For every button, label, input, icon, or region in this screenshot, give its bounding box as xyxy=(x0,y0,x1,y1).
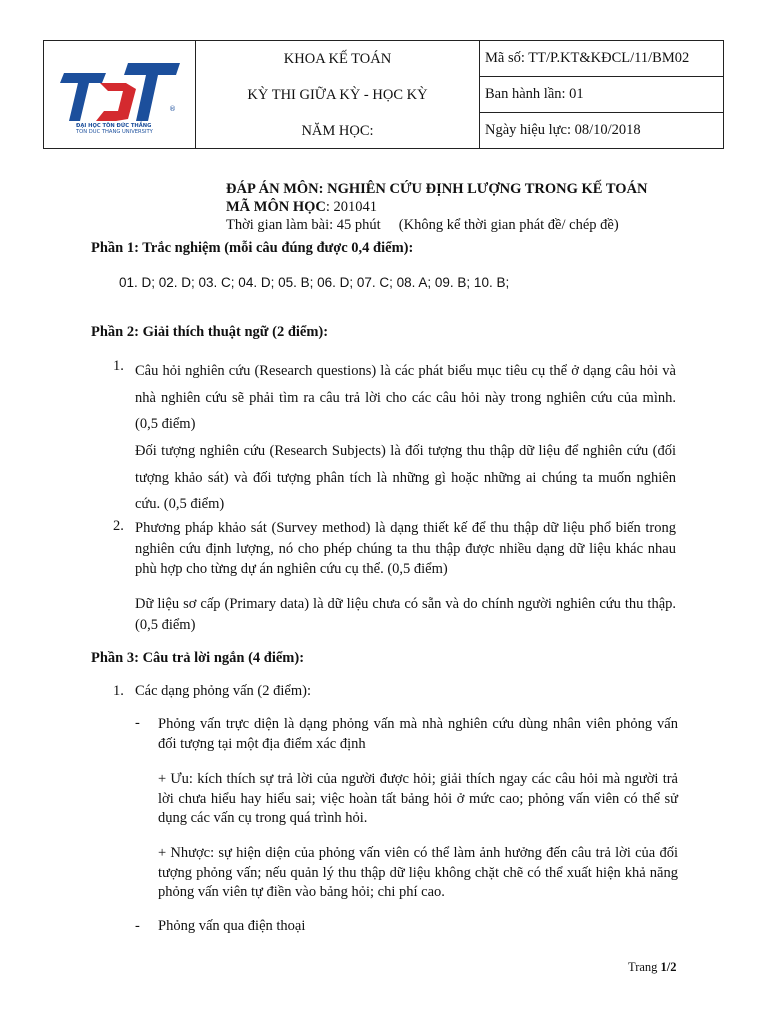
svg-text:®: ® xyxy=(169,105,176,113)
effective-date: Ngày hiệu lực: 08/10/2018 xyxy=(480,113,724,149)
part2-heading: Phần 2: Giải thích thuật ngữ (2 điểm): xyxy=(91,324,329,340)
issue-number: Ban hành lần: 01 xyxy=(480,77,724,113)
part3-bullet2: Phỏng vấn qua điện thoại xyxy=(158,918,306,934)
part1-heading: Phần 1: Trắc nghiệm (mỗi câu đúng được 0,4 điểm): xyxy=(91,240,414,256)
exam-name: KỲ THI GIỮA KỲ - HỌC KỲ xyxy=(247,86,428,103)
part1-answers: 01. D; 02. D; 03. C; 04. D; 05. B; 06. D; 07. C; 08. A; 09. B; 10. B; xyxy=(119,275,510,290)
logo-caption-2: TON DUC THANG UNIVERSITY xyxy=(76,129,153,135)
logo-caption-1: ĐẠI HỌC TÔN ĐỨC THẮNG xyxy=(76,123,152,129)
page-number xyxy=(628,960,677,975)
part2-item1-para1: Câu hỏi nghiên cứu (Research questions) là các phát biểu mục tiêu cụ thể ở dạng câu hỏi và nhà nghiên cứu sẽ phải tìm ra câu trả lời cho các câu hỏi này trong nghiên cứu của mình. (0,5 điểm) xyxy=(135,363,676,432)
title-block xyxy=(226,180,647,234)
part2-item1-number: 1. xyxy=(113,358,124,374)
part2-item2-para2: Dữ liệu sơ cấp (Primary data) là dữ liệu chưa có sẵn và do chính người nghiên cứu thu thập. (0,5 điểm) xyxy=(135,596,676,633)
part2-item2-number: 2. xyxy=(113,518,124,534)
school-year: NĂM HỌC: xyxy=(301,122,374,139)
university-logo xyxy=(56,55,182,135)
faculty-name: KHOA KẾ TOÁN xyxy=(283,50,392,67)
exam-info-cell xyxy=(196,41,480,149)
part3-pros: + Ưu: kích thích sự trả lời của người được hỏi; giải thích ngay các câu hỏi mà người trả lời chưa hiểu hay hiểu sai; việc hoàn tất bảng hỏi ở mức cao; phỏng vấn viên có thể sử dụng các vấn cụ trong quá trình hỏi. xyxy=(158,771,678,826)
bullet-dash: - xyxy=(135,918,140,934)
page-value: 1/2 xyxy=(660,960,677,974)
logo-cell xyxy=(44,41,196,149)
page-label: Trang xyxy=(628,960,661,974)
code-label: MÃ MÔN HỌC xyxy=(226,199,326,215)
doc-code: Mã số: TT/P.KT&KĐCL/11/BM02 xyxy=(480,41,724,77)
subject-name: : NGHIÊN CỨU ĐỊNH LƯỢNG TRONG KẾ TOÁN xyxy=(318,181,648,197)
exam-time: Thời gian làm bài: 45 phút (Không kể thời gian phát đề/ chép đề) xyxy=(226,217,619,233)
bullet-dash: - xyxy=(135,715,140,731)
part3-heading: Phần 3: Câu trả lời ngắn (4 điểm): xyxy=(91,650,305,666)
part3-bullet1: Phỏng vấn trực diện là dạng phỏng vấn mà nhà nghiên cứu dùng nhân viên phỏng vấn đối tượng tại một địa điểm xác định xyxy=(158,716,678,752)
subject-label: ĐÁP ÁN MÔN xyxy=(226,181,319,197)
part2-item2-para1: Phương pháp khảo sát (Survey method) là dạng thiết kế để thu thập dữ liệu phổ biến trong nghiên cứu định lượng, nó cho phép chúng ta thu thập được nhiều dạng dữ liệu khác nhau phù hợp cho từng dự án nghiên cứu cụ thể. (0,5 điểm) xyxy=(135,520,676,577)
code-value: : 201041 xyxy=(325,199,378,215)
header-table xyxy=(43,40,724,149)
part3-item1-title: Các dạng phỏng vấn (2 điểm): xyxy=(135,683,311,699)
part3-cons: + Nhược: sự hiện diện của phỏng vấn viên có thể làm ảnh hưởng đến câu trả lời của đối tượng phỏng vấn; nếu quản lý thu thập dữ liệu không chặt chẽ có thể xuất hiện khả năng phỏng vấn viên tự điền vào bảng hỏi; chi phí cao. xyxy=(158,845,678,900)
part3-item1-number: 1. xyxy=(113,683,124,699)
part2-item1-para2: Đối tượng nghiên cứu (Research Subjects) là đối tượng thu thập dữ liệu để nghiên cứu (đối tượng khảo sát) và đối tượng phân tích là những gì hoặc những ai chúng ta muốn nghiên cứu. (0,5 điểm) xyxy=(135,443,676,512)
